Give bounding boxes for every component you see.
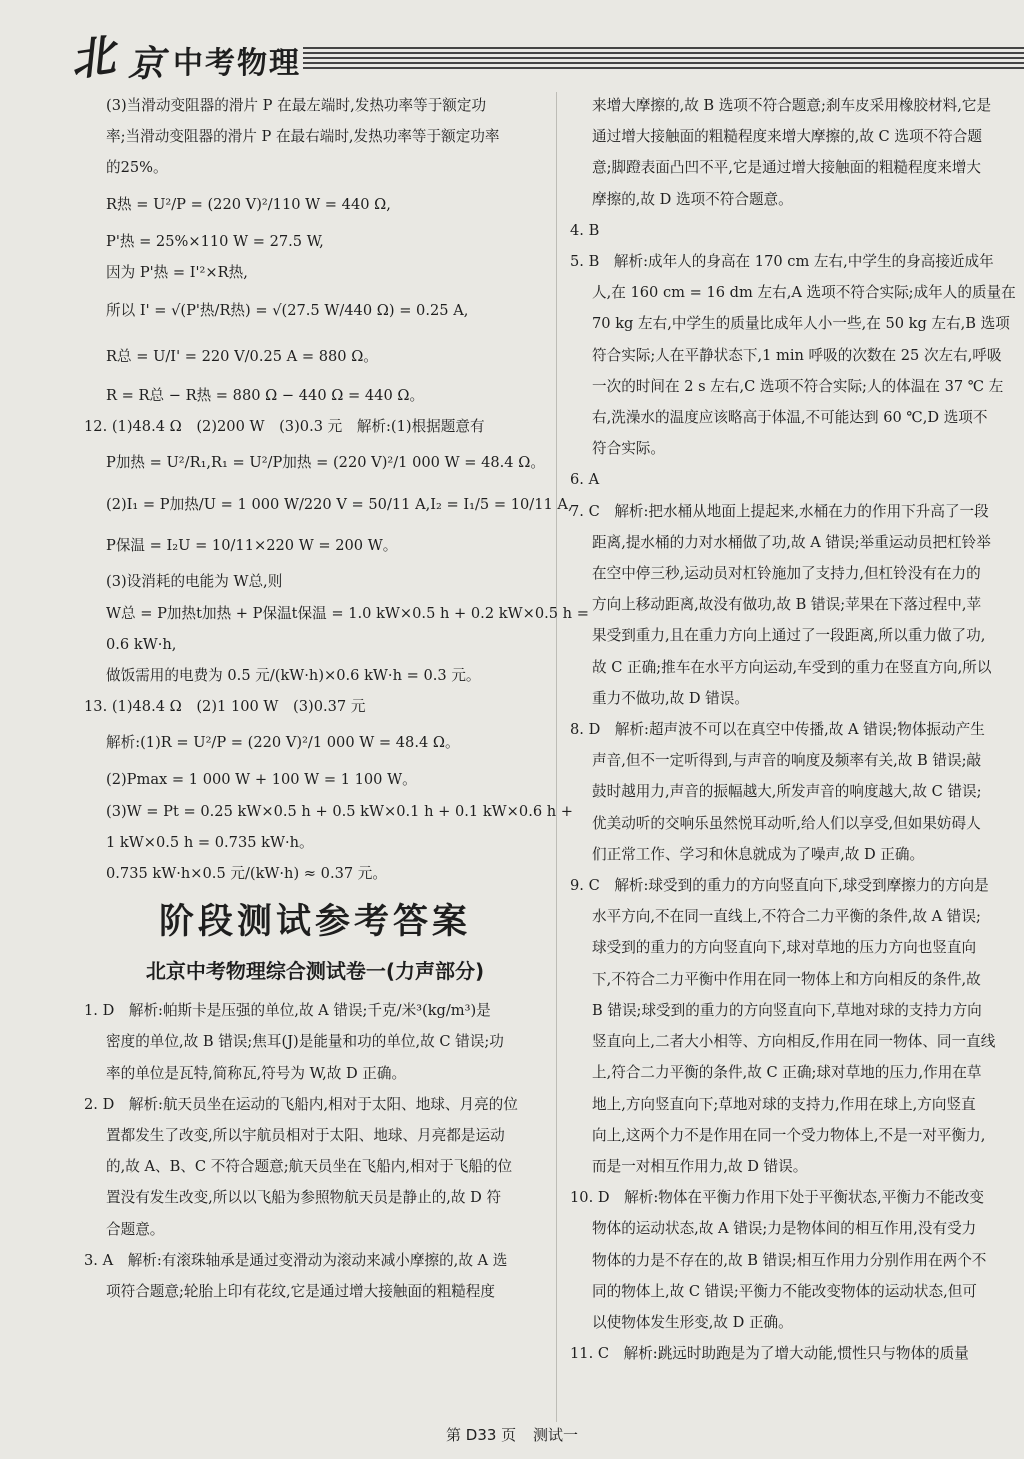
- answer-2: 2. D 解析:航天员坐在运动的飞船内,相对于太阳、地球、月亮的位: [84, 1095, 518, 1113]
- answer-11: 11. C 解析:跳远时助跑是为了增大动能,惯性只与物体的质量: [570, 1345, 969, 1363]
- formula-line: 做饭需用的电费为 0.5 元/(kW·h)×0.6 kW·h = 0.3 元。: [106, 667, 481, 685]
- answer-3: 3. A 解析:有滚珠轴承是通过变滑动为滚动来减小摩擦的,故 A 选: [84, 1251, 508, 1269]
- answer-12: 12. (1)48.4 Ω (2)200 W (3)0.3 元 解析:(1)根据题意有: [84, 418, 485, 436]
- text-line: 地上,方向竖直向下;草地对球的支持力,作用在球上,方向竖直: [592, 1095, 976, 1113]
- text-line: 人,在 160 cm = 16 dm 左右,A 选项不符合实际;成年人的质量在: [592, 284, 1016, 302]
- page-header: [67, 22, 1024, 87]
- answer-8: 8. D 解析:超声波不可以在真空中传播,故 A 错误;物体振动产生: [570, 721, 985, 739]
- formula-line: 因为 P'热 = I'²×R热,: [106, 263, 248, 281]
- header-rule-lines: [303, 47, 1024, 71]
- text-line: 同的物体上,故 C 错误;平衡力不能改变物体的运动状态,但可: [592, 1282, 977, 1300]
- text-line: 而是一对相互作用力,故 D 错误。: [592, 1157, 808, 1175]
- text-line: 以使物体发生形变,故 D 正确。: [592, 1313, 793, 1331]
- logo-char-bei: 北: [67, 30, 118, 87]
- formula-line: R = R总 − R热 = 880 Ω − 440 Ω = 440 Ω。: [106, 387, 425, 405]
- text-line: 率;当滑动变阻器的滑片 P 在最右端时,发热功率等于额定功率: [106, 128, 500, 146]
- formula-line: P'热 = 25%×110 W = 27.5 W,: [106, 232, 324, 250]
- text-line: (3)当滑动变阻器的滑片 P 在最左端时,发热功率等于额定功: [106, 97, 487, 114]
- text-line: 们正常工作、学习和休息就成为了噪声,故 D 正确。: [592, 845, 925, 863]
- formula-line: 0.6 kW·h,: [106, 635, 177, 653]
- page-footer: [0, 1424, 1024, 1445]
- text-line: 70 kg 左右,中学生的质量比成年人小一些,在 50 kg 左右,B 选项: [592, 315, 1010, 333]
- text-line: 置没有发生改变,所以以飞船为参照物航天员是静止的,故 D 符: [106, 1189, 502, 1207]
- text-line: 摩擦的,故 D 选项不符合题意。: [592, 190, 793, 208]
- page-number: 第 D33 页: [446, 1426, 517, 1444]
- text-line: 在空中停三秒,运动员对杠铃施加了支持力,但杠铃没有在力的: [592, 565, 981, 583]
- text-line: 的,故 A、B、C 不符合题意;航天员坐在飞船内,相对于飞船的位: [106, 1158, 513, 1176]
- formula-line: 1 kW×0.5 h = 0.735 kW·h。: [106, 833, 314, 851]
- text-line: 右,洗澡水的温度应该略高于体温,不可能达到 60 ℃,D 选项不: [592, 409, 988, 427]
- text-line: 一次的时间在 2 s 左右,C 选项不符合实际;人的体温在 37 ℃ 左: [592, 377, 1004, 395]
- logo-char-jing: 京: [128, 43, 165, 85]
- text-line: 的25%。: [106, 159, 168, 177]
- header-subtitle: 中考物理: [173, 46, 301, 81]
- right-column: [570, 90, 1024, 1369]
- answer-1: 1. D 解析:帕斯卡是压强的单位,故 A 错误;千克/米³(kg/m³)是: [84, 1002, 491, 1020]
- text-line: 来增大摩擦的,故 B 选项不符合题意;刹车皮采用橡胶材料,它是: [592, 97, 992, 114]
- text-line: 向上,这两个力不是作用在同一个受力物体上,不是一对平衡力,: [592, 1126, 986, 1144]
- text-line: 合题意。: [106, 1220, 165, 1238]
- text-line: 竖直向上,二者大小相等、方向相反,作用在同一物体、同一直线: [592, 1033, 996, 1051]
- text-line: 意;脚蹬表面凸凹不平,它是通过增大接触面的粗糙程度来增大: [592, 159, 981, 177]
- text-line: 方向上移动距离,故没有做功,故 B 错误;苹果在下落过程中,苹: [592, 596, 982, 614]
- text-line: B 错误;球受到的重力的方向竖直向下,草地对球的支持力方向: [592, 1001, 982, 1019]
- text-line: 声音,但不一定听得到,与声音的响度及频率有关,故 B 错误;敲: [592, 752, 982, 770]
- formula-line: (3)设消耗的电能为 W总,则: [106, 573, 283, 591]
- answer-10: 10. D 解析:物体在平衡力作用下处于平衡状态,平衡力不能改变: [570, 1189, 984, 1207]
- answer-5: 5. B 解析:成年人的身高在 170 cm 左右,中学生的身高接近成年: [570, 253, 994, 271]
- text-line: 果受到重力,且在重力方向上通过了一段距离,所以重力做了功,: [592, 627, 986, 645]
- text-line: 球受到的重力的方向竖直向下,球对草地的压力方向也竖直向: [592, 939, 977, 957]
- answer-6: 6. A: [570, 471, 600, 489]
- column-divider: [556, 92, 557, 1422]
- section-label: 测试一: [532, 1426, 578, 1444]
- text-line: 上,符合二力平衡的条件,故 C 正确;球对草地的压力,作用在草: [592, 1064, 982, 1082]
- section-subtitle: 北京中考物理综合测试卷一(力声部分): [145, 959, 485, 984]
- formula-line: 0.735 kW·h×0.5 元/(kW·h) ≈ 0.37 元。: [106, 865, 387, 883]
- text-line: 符合实际;人在平静状态下,1 min 呼吸的次数在 25 次左右,呼吸: [592, 346, 1002, 364]
- answer-4: 4. B: [570, 221, 600, 239]
- text-line: 物体的力是不存在的,故 B 错误;相互作用力分别作用在两个不: [592, 1251, 987, 1269]
- formula-line: P保温 = I₂U = 10/11×220 W = 200 W。: [106, 537, 398, 555]
- formula-line: R总 = U/I' = 220 V/0.25 A = 880 Ω。: [106, 348, 378, 366]
- text-line: 置都发生了改变,所以宇航员相对于太阳、地球、月亮都是运动: [106, 1127, 505, 1145]
- text-line: 下,不符合二力平衡中作用在同一物体上和方向相反的条件,故: [592, 970, 981, 988]
- formula-line: (3)W = Pt = 0.25 kW×0.5 h + 0.5 kW×0.1 h + 0.1 kW×0.6 h +: [106, 802, 574, 820]
- text-line: 密度的单位,故 B 错误;焦耳(J)是能量和功的单位,故 C 错误;功: [106, 1033, 504, 1051]
- text-line: 项符合题意;轮胎上印有花纹,它是通过增大接触面的粗糙程度: [106, 1283, 495, 1301]
- text-line: 符合实际。: [592, 440, 665, 458]
- answer-9: 9. C 解析:球受到的重力的方向竖直向下,球受到摩擦力的方向是: [570, 877, 989, 895]
- text-line: 距离,提水桶的力对水桶做了功,故 A 错误;举重运动员把杠铃举: [592, 533, 991, 551]
- formula-line: 所以 I' = √(P'热/R热) = √(27.5 W/440 Ω) = 0.25 A,: [106, 302, 469, 320]
- text-line: 率的单位是瓦特,简称瓦,符号为 W,故 D 正确。: [106, 1064, 407, 1082]
- text-line: 重力不做功,故 D 错误。: [592, 689, 749, 707]
- text-line: 故 C 正确;推车在水平方向运动,车受到的重力在竖直方向,所以: [592, 658, 992, 676]
- text-line: 优美动听的交响乐虽然悦耳动听,给人们以享受,但如果妨碍人: [592, 814, 981, 832]
- formula-line: W总 = P加热t加热 + P保温t保温 = 1.0 kW×0.5 h + 0.2 kW×0.5 h =: [106, 604, 589, 622]
- formula-line: (2)Pmax = 1 000 W + 100 W = 1 100 W。: [106, 771, 417, 789]
- text-line: 物体的运动状态,故 A 错误;力是物体间的相互作用,没有受力: [592, 1220, 977, 1238]
- answer-7: 7. C 解析:把水桶从地面上提起来,水桶在力的作用下升高了一段: [570, 502, 989, 520]
- text-line: 水平方向,不在同一直线上,不符合二力平衡的条件,故 A 错误;: [592, 908, 981, 926]
- answer-13: 13. (1)48.4 Ω (2)1 100 W (3)0.37 元: [84, 698, 366, 716]
- section-title: 阶段测试参考答案: [158, 902, 471, 943]
- formula-line: (2)I₁ = P加热/U = 1 000 W/220 V = 50/11 A,I₂ = I₁/5 = 10/11 A,: [106, 496, 573, 514]
- formula-line: 解析:(1)R = U²/P = (220 V)²/1 000 W = 48.4 Ω。: [106, 734, 460, 752]
- text-line: 通过增大接触面的粗糙程度来增大摩擦的,故 C 选项不符合题: [592, 128, 982, 146]
- text-line: 鼓时越用力,声音的振幅越大,所发声音的响度越大,故 C 错误;: [592, 783, 982, 801]
- formula-line: R热 = U²/P = (220 V)²/110 W = 440 Ω,: [106, 195, 391, 213]
- formula-line: P加热 = U²/R₁,R₁ = U²/P加热 = (220 V)²/1 000 W = 48.4 Ω。: [106, 454, 545, 472]
